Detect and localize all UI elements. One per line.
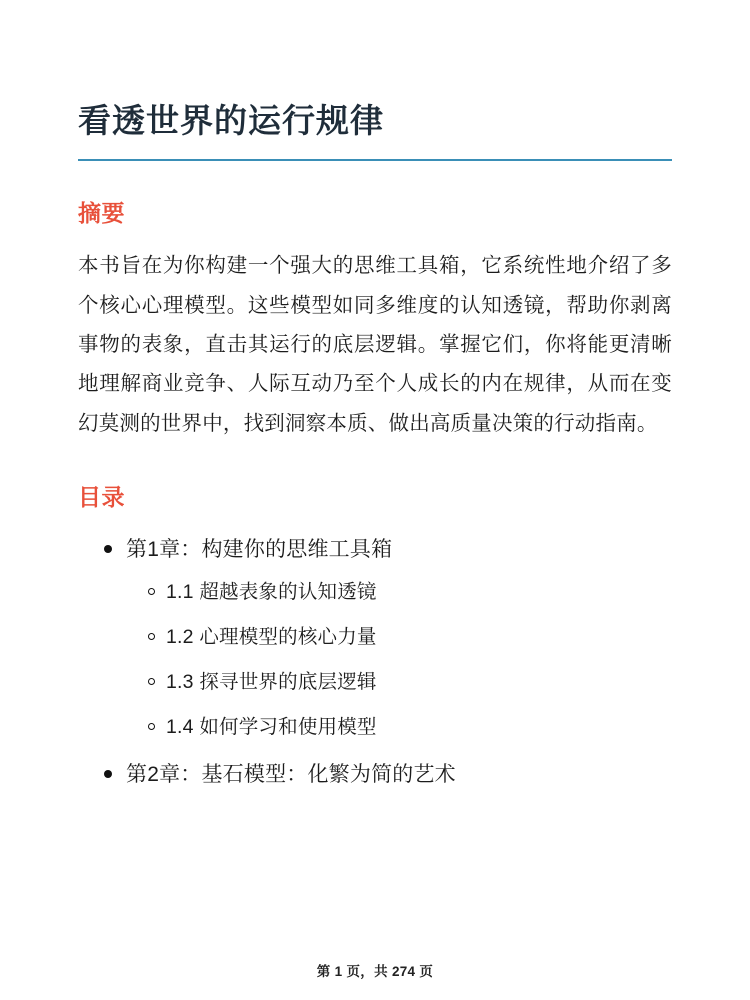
toc-section-item[interactable] — [126, 623, 672, 652]
toc-section-item[interactable] — [126, 668, 672, 697]
page-footer: 第 1 页，共 274 页 — [316, 964, 434, 979]
toc-chapter-item[interactable] — [78, 759, 672, 791]
hollow-bullet-icon — [148, 588, 155, 595]
toc-heading: 目录 — [78, 484, 125, 511]
title-divider — [78, 159, 672, 161]
hollow-bullet-icon — [148, 723, 155, 730]
toc-section-item[interactable] — [126, 713, 672, 742]
toc-section-label: 1.3 探寻世界的底层逻辑 — [166, 671, 377, 694]
toc-section-label: 1.1 超越表象的认知透镜 — [166, 580, 377, 603]
page-title: 看透世界的运行规律 — [78, 102, 384, 139]
table-of-contents — [78, 534, 672, 790]
abstract-text: 本书旨在为你构建一个强大的思维工具箱，它系统性地介绍了多个核心心理模型。这些模型如同多维度的认知透镜，帮助你剥离事物的表象，直击其运行的底层逻辑。掌握它们，你将能更清晰地理解商业竞争、人际互动乃至个人成长的内在规律，从而在变幻莫测的世界中，找到洞察本质、做出高质量决策的行动指南。 — [78, 254, 672, 435]
toc-section-list — [126, 578, 672, 743]
hollow-bullet-icon — [148, 678, 155, 685]
bullet-icon — [104, 770, 112, 778]
toc-section-label: 1.2 心理模型的核心力量 — [166, 625, 377, 648]
toc-chapter-label: 第1章：构建你的思维工具箱 — [126, 538, 393, 562]
toc-section-label: 1.4 如何学习和使用模型 — [166, 716, 377, 739]
toc-chapter-label: 第2章：基石模型：化繁为简的艺术 — [126, 762, 456, 786]
abstract-heading: 摘要 — [78, 200, 125, 227]
toc-chapter-item[interactable] — [78, 534, 672, 743]
hollow-bullet-icon — [148, 633, 155, 640]
bullet-icon — [104, 545, 112, 553]
toc-section-item[interactable] — [126, 578, 672, 607]
